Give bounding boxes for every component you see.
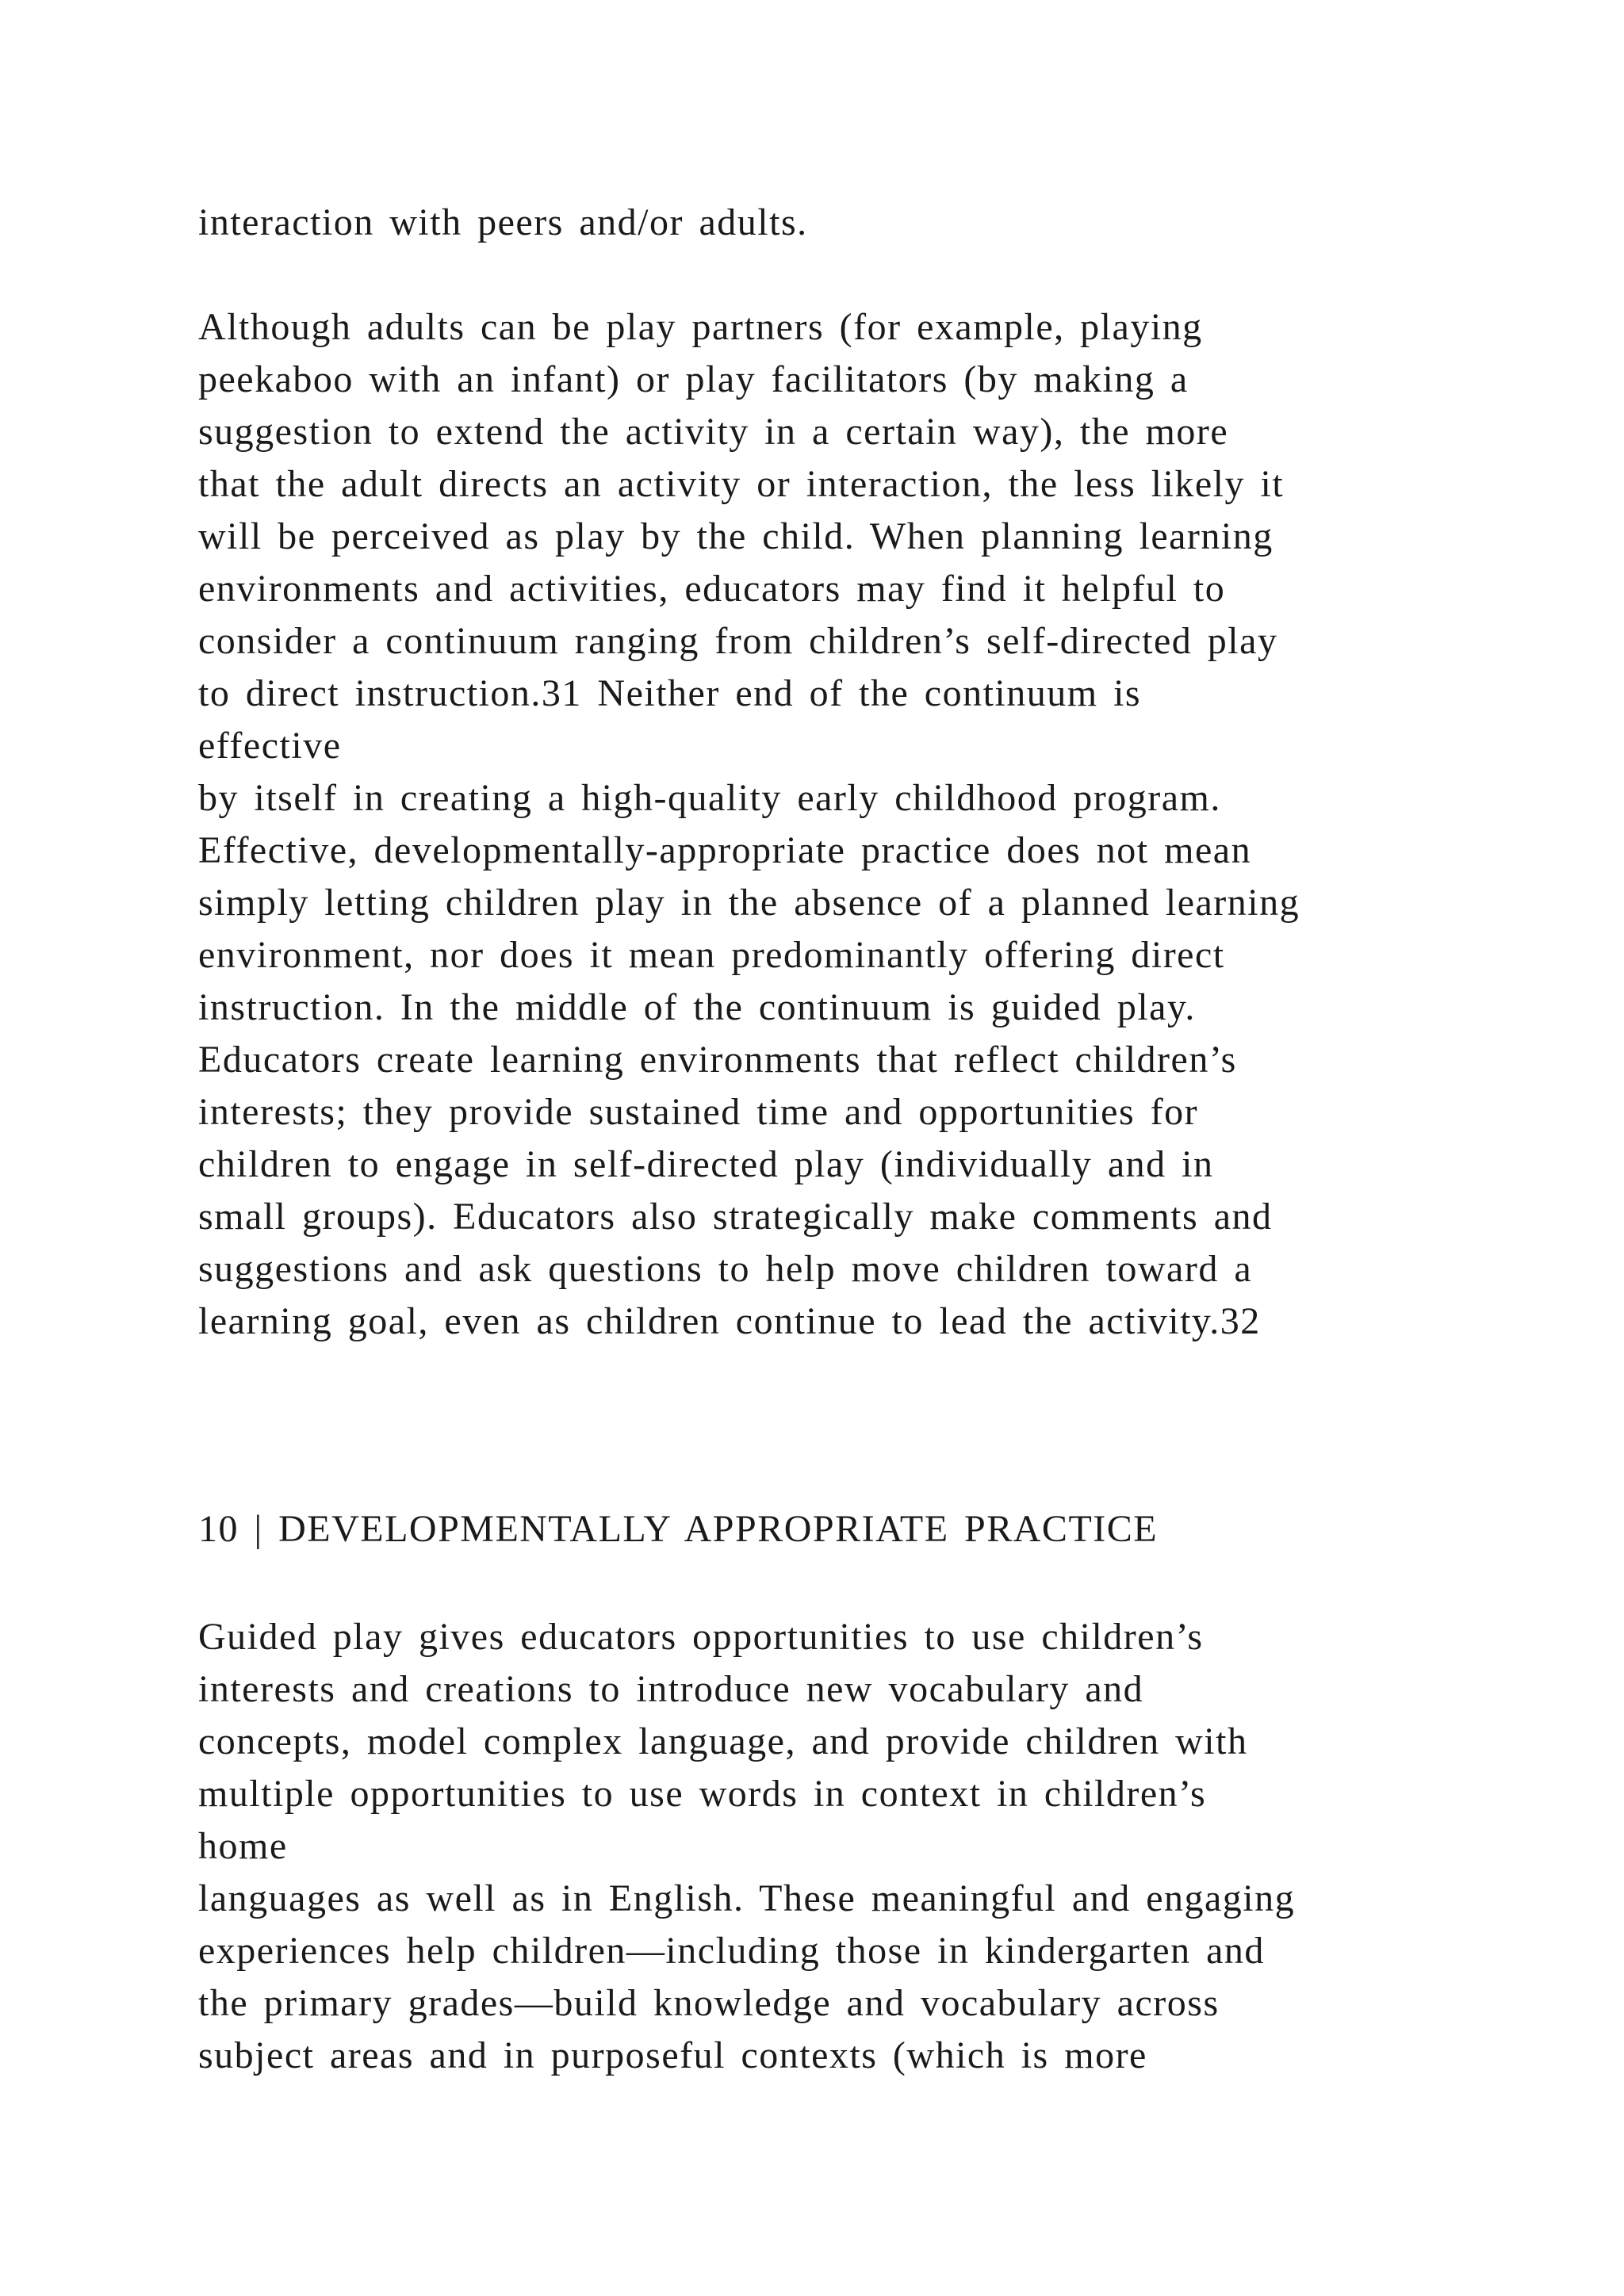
- text-line: suggestion to extend the activity in a certain way), the more: [198, 411, 1229, 453]
- text-line: peekaboo with an infant) or play facilitators (by making a: [198, 358, 1189, 400]
- text-line: environments and activities, educators may find it helpful to: [198, 568, 1226, 610]
- text-line: instruction. In the middle of the continuum is guided play.: [198, 986, 1196, 1028]
- text-line: that the adult directs an activity or interaction, the less likely it: [198, 463, 1285, 505]
- text-line: concepts, model complex language, and provide children with: [198, 1720, 1248, 1762]
- text-line: multiple opportunities to use words in context in children’s: [198, 1773, 1207, 1815]
- text-line: interests; they provide sustained time and opportunities for: [198, 1091, 1199, 1133]
- text-line: Guided play gives educators opportunities to use children’s: [198, 1616, 1204, 1658]
- paragraph-continuation: [198, 197, 1546, 249]
- text-line: Effective, developmentally-appropriate practice does not mean: [198, 829, 1252, 871]
- text-line: consider a continuum ranging from children’s self-directed play: [198, 620, 1278, 662]
- text-line: languages as well as in English. These meaningful and engaging: [198, 1877, 1296, 1919]
- text-line: to direct instruction.31 Neither end of the continuum is: [198, 672, 1142, 714]
- text-line: Although adults can be play partners (for example, playing: [198, 306, 1203, 348]
- text-line: children to engage in self-directed play (individually and in: [198, 1143, 1214, 1185]
- text-line: Educators create learning environments that reflect children’s: [198, 1039, 1237, 1081]
- text-line: environment, nor does it mean predominantly offering direct: [198, 934, 1225, 976]
- text-line: effective: [198, 725, 342, 767]
- text-line: the primary grades—build knowledge and vocabulary across: [198, 1982, 1220, 2024]
- text-line: home: [198, 1825, 288, 1867]
- text-line: 10 | DEVELOPMENTALLY APPROPRIATE PRACTICE: [198, 1508, 1159, 1550]
- paragraph-guided-play-continuum: [198, 301, 1546, 1348]
- text-line: interaction with peers and/or adults.: [198, 201, 808, 243]
- text-line: subject areas and in purposeful contexts (which is more: [198, 2034, 1147, 2076]
- text-line: small groups). Educators also strategically make comments and: [198, 1196, 1273, 1238]
- text-line: experiences help children—including those in kindergarten and: [198, 1930, 1265, 1972]
- running-header: [198, 1503, 1546, 1556]
- text-line: by itself in creating a high-quality early childhood program.: [198, 777, 1221, 819]
- paragraph-guided-play-vocabulary: [198, 1611, 1546, 2082]
- text-line: learning goal, even as children continue to lead the activity.32: [198, 1300, 1261, 1342]
- text-line: suggestions and ask questions to help move children toward a: [198, 1248, 1253, 1290]
- text-line: simply letting children play in the absence of a planned learning: [198, 882, 1300, 924]
- text-line: will be perceived as play by the child. When planning learning: [198, 515, 1274, 557]
- text-line: interests and creations to introduce new vocabulary and: [198, 1668, 1144, 1710]
